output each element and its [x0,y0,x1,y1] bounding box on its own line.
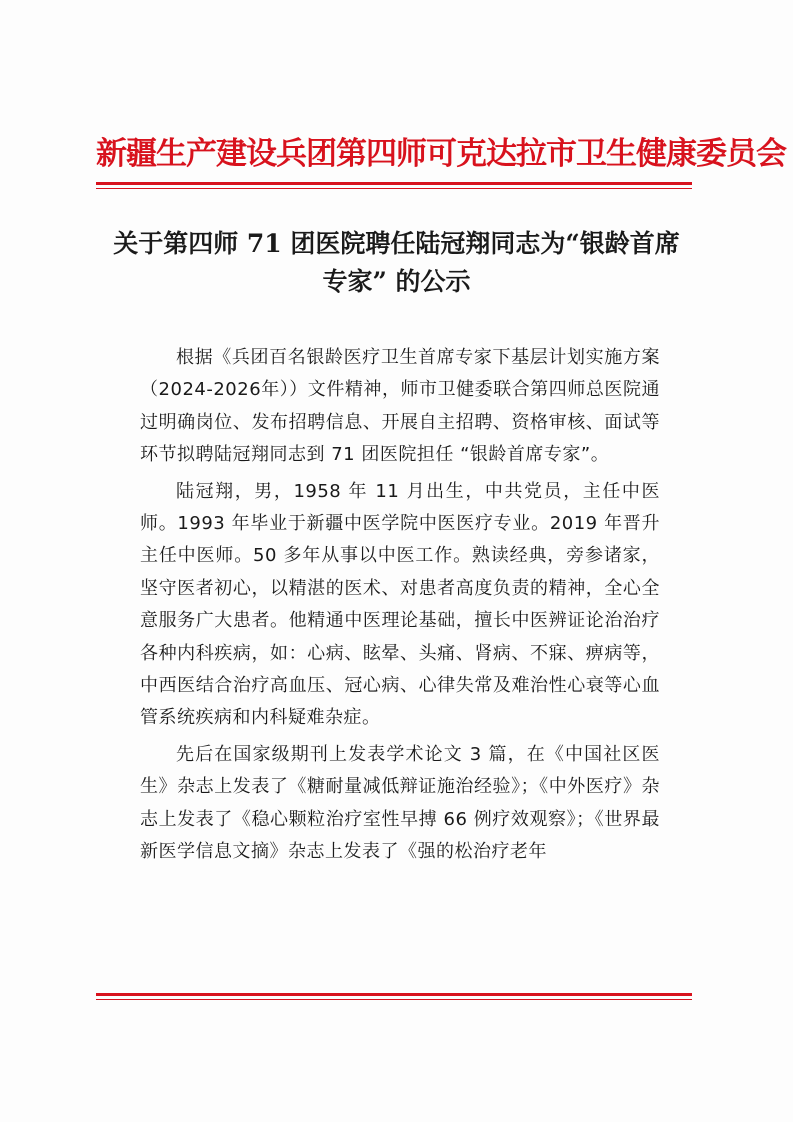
document-title: 关于第四师 71 团医院聘任陆冠翔同志为“银龄首席专家” 的公示 [113,229,680,296]
footer-rule-thin [96,999,692,1000]
body-paragraph-3: 先后在国家级期刊上发表学术论文 3 篇，在《中国社区医生》杂志上发表了《糖耐量减低辩证施治经验》；《中外医疗》杂志上发表了《稳心颗粒治疗室性早搏 66 例疗效观察》；《世界最新医学信息文摘》杂志上发表了《强的松治疗老年 [140,743,660,863]
document-body [140,342,660,869]
header-rule-thin [96,188,692,189]
body-paragraph-2: 陆冠翔，男，1958 年 11 月出生，中共党员，主任中医师。1993 年毕业于新疆中医学院中医医疗专业。2019 年晋升主任中医师。50 多年从事以中医工作。熟读经典，旁参诸家，坚守医者初心，以精湛的医术、对患者高度负责的精神，全心全意服务广大患者。他精通中医理论基础，擅长中医辨证论治治疗各种内科疾病，如：心病、眩晕、头痛、肾病、不寐、痹病等，中西医结合治疗高血压、冠心病、心律失常及难治性心衰等心血管系统疾病和内科疑难杂症。 [140,480,660,729]
footer-rule-thick [96,993,692,996]
issuing-organization-header: 新疆生产建设兵团第四师可克达拉市卫生健康委员会 [96,136,786,172]
header-rule-thick [96,182,692,185]
body-paragraph-1: 根据《兵团百名银龄医疗卫生首席专家下基层计划实施方案（2024-2026年））文件精神，师市卫健委联合第四师总医院通过明确岗位、发布招聘信息、开展自主招聘、资格审核、面试等环节拟聘陆冠翔同志到 71 团医院担任 “银龄首席专家”。 [140,347,660,466]
